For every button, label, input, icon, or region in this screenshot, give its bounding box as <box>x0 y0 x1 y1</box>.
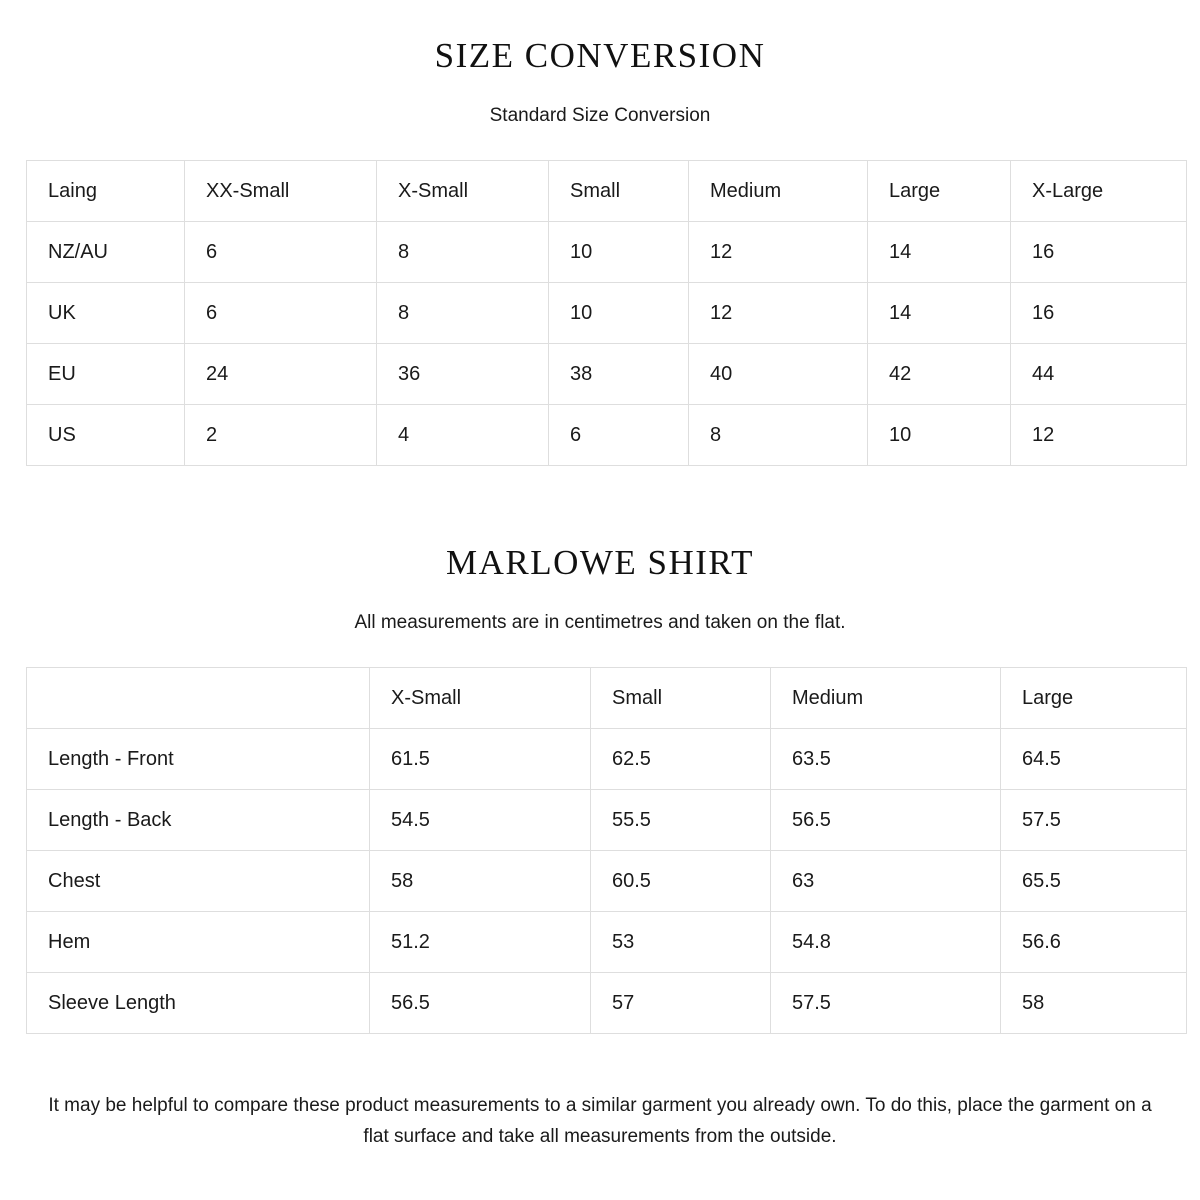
table-cell: 55.5 <box>591 790 771 851</box>
table-cell: 10 <box>549 283 689 344</box>
header-row <box>27 161 1187 222</box>
row-label: Hem <box>27 912 370 973</box>
marlowe-shirt-measurements-table <box>26 667 1187 1034</box>
row-label: Length - Front <box>27 729 370 790</box>
column-header: Large <box>1001 668 1187 729</box>
row-label: Sleeve Length <box>27 973 370 1034</box>
table-cell: 2 <box>185 405 377 466</box>
column-header: X-Small <box>370 668 591 729</box>
column-header: XX-Small <box>185 161 377 222</box>
row-label: NZ/AU <box>27 222 185 283</box>
table-cell: 16 <box>1011 222 1187 283</box>
table-cell: 4 <box>377 405 549 466</box>
row-label: US <box>27 405 185 466</box>
size-conversion-table <box>26 160 1187 466</box>
footnote: It may be helpful to compare these product measurements to a similar garment you already own. To do this, place the garment on a flat surface and take all measurements from the outside. <box>48 1095 1152 1147</box>
row-label: EU <box>27 344 185 405</box>
marlowe-shirt-title: MARLOWE SHIRT <box>445 543 755 582</box>
table-cell: 12 <box>689 222 868 283</box>
table-cell: 54.8 <box>771 912 1001 973</box>
table-row <box>27 851 1187 912</box>
column-header: X-Large <box>1011 161 1187 222</box>
row-label: UK <box>27 283 185 344</box>
table-cell: 12 <box>689 283 868 344</box>
size-conversion-subtitle: Standard Size Conversion <box>489 105 711 126</box>
table-cell: 51.2 <box>370 912 591 973</box>
table-row <box>27 222 1187 283</box>
table-cell: 42 <box>868 344 1011 405</box>
table-cell: 63 <box>771 851 1001 912</box>
table-cell: 10 <box>868 405 1011 466</box>
header-row <box>27 668 1187 729</box>
table-row <box>27 790 1187 851</box>
table-cell: 63.5 <box>771 729 1001 790</box>
table-cell: 14 <box>868 283 1011 344</box>
column-header: Laing <box>27 161 185 222</box>
table-cell: 6 <box>185 222 377 283</box>
column-header: X-Small <box>377 161 549 222</box>
table-cell: 38 <box>549 344 689 405</box>
table-cell: 61.5 <box>370 729 591 790</box>
table-cell: 6 <box>549 405 689 466</box>
column-header: Large <box>868 161 1011 222</box>
table-cell: 60.5 <box>591 851 771 912</box>
table-cell: 57.5 <box>771 973 1001 1034</box>
marlowe-shirt-subtitle: All measurements are in centimetres and taken on the flat. <box>354 612 846 633</box>
table-row <box>27 973 1187 1034</box>
table-cell: 8 <box>689 405 868 466</box>
table-cell: 10 <box>549 222 689 283</box>
table-cell: 36 <box>377 344 549 405</box>
table-row <box>27 283 1187 344</box>
table-cell: 58 <box>1001 973 1187 1034</box>
table-row <box>27 344 1187 405</box>
table-cell: 56.6 <box>1001 912 1187 973</box>
table-cell: 14 <box>868 222 1011 283</box>
table-row <box>27 405 1187 466</box>
table-cell: 16 <box>1011 283 1187 344</box>
size-conversion-title: SIZE CONVERSION <box>434 36 766 75</box>
table-cell: 40 <box>689 344 868 405</box>
row-label: Length - Back <box>27 790 370 851</box>
column-header: Small <box>591 668 771 729</box>
row-label: Chest <box>27 851 370 912</box>
table-cell: 53 <box>591 912 771 973</box>
table-row <box>27 729 1187 790</box>
column-header: Medium <box>689 161 868 222</box>
table-cell: 65.5 <box>1001 851 1187 912</box>
table-cell: 24 <box>185 344 377 405</box>
table-cell: 56.5 <box>370 973 591 1034</box>
table-cell: 6 <box>185 283 377 344</box>
column-header <box>27 668 370 729</box>
table-cell: 58 <box>370 851 591 912</box>
column-header: Medium <box>771 668 1001 729</box>
table-cell: 44 <box>1011 344 1187 405</box>
table-cell: 54.5 <box>370 790 591 851</box>
table-cell: 57 <box>591 973 771 1034</box>
table-row <box>27 912 1187 973</box>
table-cell: 57.5 <box>1001 790 1187 851</box>
table-cell: 64.5 <box>1001 729 1187 790</box>
table-cell: 8 <box>377 283 549 344</box>
table-cell: 56.5 <box>771 790 1001 851</box>
table-cell: 62.5 <box>591 729 771 790</box>
table-cell: 8 <box>377 222 549 283</box>
table-cell: 12 <box>1011 405 1187 466</box>
column-header: Small <box>549 161 689 222</box>
